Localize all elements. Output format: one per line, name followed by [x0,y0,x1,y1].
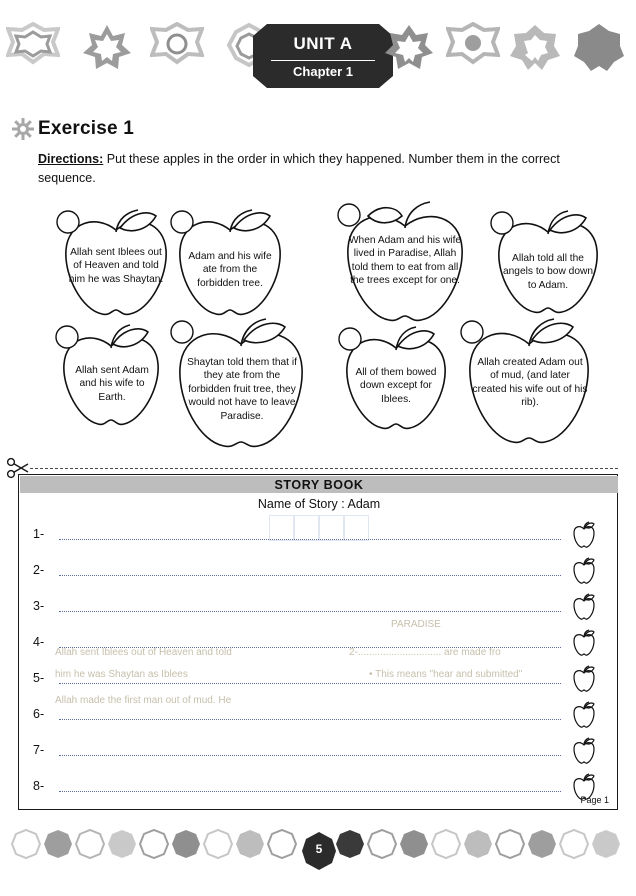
apple-card-5[interactable] [52,322,170,439]
gear-icon [12,118,34,145]
story-row-number: 3- [33,599,45,613]
apple-icon [571,521,597,554]
ghost-artifact-6: PARADISE [391,619,441,630]
apple-icon [571,629,597,662]
story-row-line[interactable] [59,719,561,720]
ornament-shape-6 [446,22,500,76]
story-row-line[interactable] [59,683,561,684]
header-ornament-band [0,14,636,84]
directions-body: Put these apples in the order in which they happened. Number them in the correct sequence. [38,152,560,185]
apple-text-4: Allah told all the angels to bow down to Adam. [502,253,594,291]
apple-text-5: Allah sent Adam and his wife to Earth. [75,365,149,403]
ornament-shape-1 [6,22,60,76]
story-book-panel [18,474,618,810]
story-row-line[interactable] [59,539,561,540]
apple-icon [571,557,597,590]
story-row-2[interactable] [19,555,619,589]
story-row-line[interactable] [59,791,561,792]
apple-text-8: Allah created Adam out of mud, (and later created his wife out of his rib). [472,357,588,409]
story-row-6[interactable] [19,699,619,733]
apple-card-4[interactable] [486,208,610,327]
story-row-number: 1- [33,527,45,541]
apple-card-8[interactable] [454,314,604,457]
page-number-badge [302,832,336,870]
ghost-artifact-3: 2-.............................. are made fro [349,647,501,658]
ghost-artifact-2: him he was Shaytan as Iblees [55,669,188,680]
ornament-shape-3 [150,22,204,76]
story-row-line[interactable] [59,755,561,756]
story-row-3[interactable] [19,591,619,625]
ornament-shape-7 [508,22,562,76]
apple-icon [571,593,597,626]
story-book-title: STORY BOOK [274,478,364,492]
ghost-artifact-5: Allah made the first man out of mud. He [55,695,232,706]
ornament-shape-2 [80,22,134,76]
cut-dashed-line [30,468,618,469]
apple-text-7: All of them bowed down except for Iblees. [355,367,437,405]
story-row-number: 5- [33,671,45,685]
story-name-line: Name of Story : Adam [257,497,381,511]
story-row-line[interactable] [59,575,561,576]
chapter-label: Chapter 1 [271,60,375,79]
story-row-line[interactable] [59,647,561,648]
apple-card-1[interactable] [52,206,180,329]
unit-plate [253,24,393,88]
ornament-shape-8 [572,22,626,76]
apple-card-7[interactable] [334,324,458,443]
story-row-1[interactable] [19,519,619,553]
story-row-number: 7- [33,743,45,757]
story-row-number: 4- [33,635,45,649]
page-number: 5 [315,842,323,856]
apple-icon [571,737,597,770]
ornament-shape-5 [382,22,436,76]
story-row-5[interactable] [19,663,619,697]
apple-text-3: When Adam and his wife lived in Paradise, Allah told them to eat from all the trees except for one. [348,235,462,287]
apple-card-6[interactable] [164,314,318,461]
story-row-number: 6- [33,707,45,721]
apple-sequence-area [0,196,636,456]
apple-text-1: Allah sent Iblees out of Heaven and told him he was Shaytan. [68,247,164,285]
story-row-number: 8- [33,779,45,793]
story-book-header [20,476,618,493]
apple-icon [571,701,597,734]
story-row-line[interactable] [59,611,561,612]
apple-card-2[interactable] [166,206,294,329]
unit-title: UNIT A [293,34,353,53]
page-title: Exercise 1 [38,118,135,139]
apple-text-6: Shaytan told them that if they ate from the forbidden fruit tree, they would not have to leave Paradise. [187,357,297,422]
story-row-number: 2- [33,563,45,577]
ghost-artifact-4: • This means "hear and submitted" [369,669,523,680]
directions-text [38,150,600,188]
page-label: Page 1 [580,795,609,805]
footer-ornament-band [0,826,636,882]
apple-text-2: Adam and his wife ate from the forbidden tree. [188,251,272,289]
story-row-8[interactable] [19,771,619,805]
story-row-4[interactable] [19,627,619,661]
directions-label: Directions: [38,152,104,166]
story-row-7[interactable] [19,735,619,769]
apple-icon [571,665,597,698]
ghost-artifact-1: Allah sent Iblees out of Heaven and told [55,647,232,658]
